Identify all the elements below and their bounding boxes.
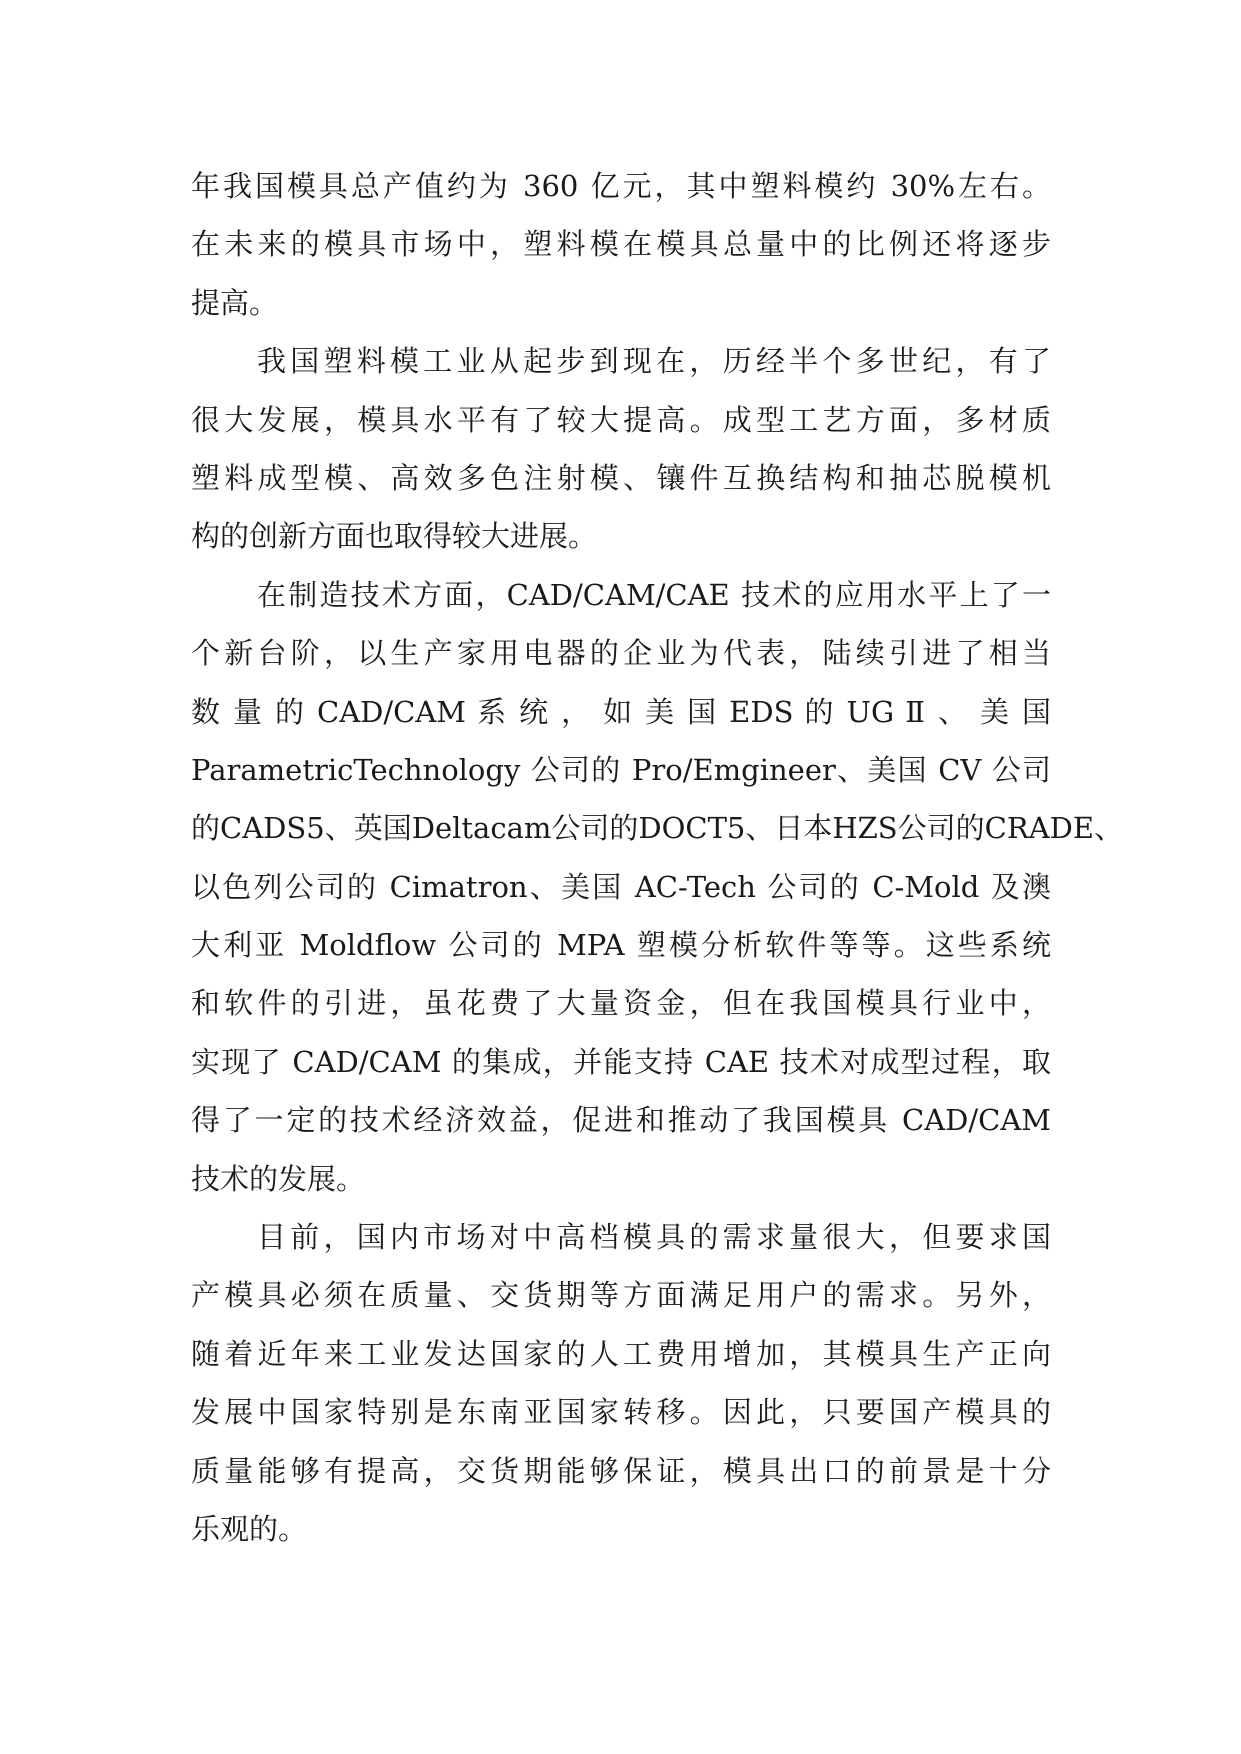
paragraph-3-line-10: 得了一定的技术经济效益，促进和推动了我国模具 CAD/CAM — [191, 1103, 1051, 1138]
body-text — [191, 157, 1124, 1558]
paragraph-4-line-3: 随着近年来工业发达国家的人工费用增加，其模具生产正向 — [191, 1336, 1051, 1371]
paragraph-3-line-5: 的CADS5、英国Deltacam公司的DOCT5、日本HZS公司的CRADE、 — [191, 811, 1124, 846]
paragraph-2-line-1: 我国塑料模工业从起步到现在，历经半个多世纪，有了 — [257, 344, 1051, 379]
paragraph-4-line-6: 乐观的。 — [191, 1511, 308, 1546]
paragraph-1-line-3: 提高。 — [191, 285, 279, 320]
paragraph-3-line-11: 技术的发展。 — [191, 1161, 366, 1196]
paragraph-2-line-4: 构的创新方面也取得较大进展。 — [191, 519, 598, 554]
paragraph-4-line-4: 发展中国家特别是东南亚国家转移。因此，只要国产模具的 — [191, 1395, 1051, 1430]
paragraph-3-line-6: 以色列公司的 Cimatron、美国 AC-Tech 公司的 C-Mold 及澳 — [191, 869, 1051, 904]
paragraph-2-line-3: 塑料成型模、高效多色注射模、镶件互换结构和抽芯脱模机 — [191, 460, 1051, 495]
paragraph-1-line-2: 在未来的模具市场中，塑料模在模具总量中的比例还将逐步 — [191, 227, 1051, 262]
paragraph-3-line-8: 和软件的引进，虽花费了大量资金，但在我国模具行业中， — [191, 986, 1051, 1021]
paragraph-3-line-7: 大利亚 Moldflow 公司的 MPA 塑模分析软件等等。这些系统 — [191, 928, 1051, 963]
paragraph-3-line-1: 在制造技术方面，CAD/CAM/CAE 技术的应用水平上了一 — [257, 577, 1051, 612]
paragraph-3-line-2: 个新台阶，以生产家用电器的企业为代表，陆续引进了相当 — [191, 636, 1051, 671]
paragraph-4-line-1: 目前，国内市场对中高档模具的需求量很大，但要求国 — [257, 1220, 1051, 1255]
paragraph-3-line-3: 数 量 的 CAD/CAM 系 统 ， 如 美 国 EDS 的 UG Ⅱ 、 美 国 — [191, 694, 1051, 729]
paragraph-3-line-4: ParametricTechnology 公司的 Pro/Emgineer、美国 CV 公司 — [191, 752, 1051, 787]
paragraph-3-line-9: 实现了 CAD/CAM 的集成，并能支持 CAE 技术对成型过程，取 — [191, 1044, 1051, 1079]
paragraph-4-line-5: 质量能够有提高，交货期能够保证，模具出口的前景是十分 — [191, 1453, 1051, 1488]
paragraph-2-line-2: 很大发展，模具水平有了较大提高。成型工艺方面，多材质 — [191, 402, 1051, 437]
paragraph-4-line-2: 产模具必须在质量、交货期等方面满足用户的需求。另外， — [191, 1278, 1051, 1313]
paragraph-1-line-1: 年我国模具总产值约为 360 亿元，其中塑料模约 30%左右。 — [191, 169, 1051, 203]
